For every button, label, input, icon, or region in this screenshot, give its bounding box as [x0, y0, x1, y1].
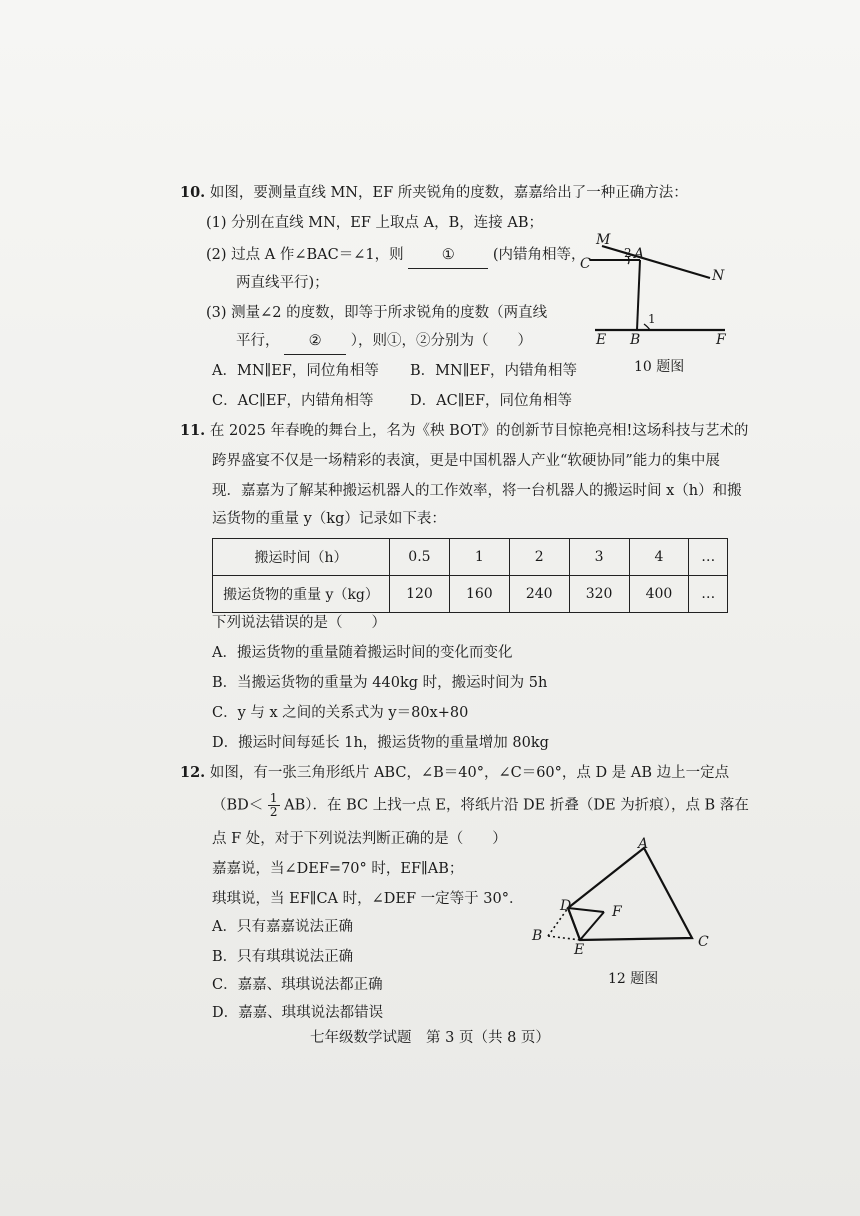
fig12-caption: 12 题图: [608, 971, 659, 987]
fig10-label-c: C: [580, 256, 591, 272]
q10-step2-post: (内错角相等，: [492, 247, 586, 263]
q12-option-a: A．只有嘉嘉说法正确: [212, 919, 353, 935]
q11-line1: [180, 418, 748, 444]
q10-blank1: ①: [408, 242, 488, 269]
q12-option-b: B．只有琪琪说法正确: [212, 949, 354, 965]
q10-step2-cont: 两直线平行)；: [236, 275, 329, 291]
fig10-label-2: 2: [624, 246, 632, 260]
fig10-caption: 10 题图: [634, 359, 685, 375]
table-cell: 160: [449, 576, 509, 613]
fig10-label-m: M: [596, 232, 611, 248]
q12-jiajia: 嘉嘉说，当∠DEF=70° 时，EF∥AB；: [212, 861, 464, 877]
q11-option-b: B．当搬运货物的重量为 440kg 时，搬运时间为 5h: [212, 675, 548, 691]
q12-qiqi: 琪琪说，当 EF∥CA 时，∠DEF 一定等于 30°．: [212, 891, 524, 907]
fig10-label-f: F: [716, 332, 726, 348]
table-cell: 3: [569, 539, 629, 576]
line-ab: [637, 260, 640, 330]
fig10-label-1: 1: [648, 312, 656, 326]
q12-option-c: C．嘉嘉、琪琪说法都正确: [212, 977, 383, 993]
fig10-label-n: N: [712, 268, 725, 284]
q12-line1-text: 如图，有一张三角形纸片 ABC，∠B＝40°，∠C＝60°，点 D 是 AB 边上一定点: [209, 765, 730, 781]
segment-fe: [580, 912, 604, 940]
table-cell: …: [689, 539, 728, 576]
q11-option-d: D．搬运时间每延长 1h，搬运货物的重量增加 80kg: [212, 735, 549, 751]
table-cell: 1: [449, 539, 509, 576]
table-cell: …: [689, 576, 728, 613]
q10-step3-pre: 平行，: [236, 333, 280, 349]
q10-step1: (1) 分别在直线 MN，EF 上取点 A，B，连接 AB；: [206, 215, 544, 231]
q10-number: 10.: [180, 184, 206, 201]
q11-line4: 运货物的重量 y（kg）记录如下表：: [212, 511, 446, 527]
table-row-weight: [213, 576, 728, 613]
fig12-label-a: A: [638, 836, 649, 852]
q10-blank2: ②: [284, 328, 346, 355]
q12-line1: [180, 760, 729, 786]
fig12-label-e: E: [574, 942, 585, 958]
line-mn: [602, 246, 710, 278]
q10-option-d: D．AC∥EF，同位角相等: [410, 393, 573, 409]
fig10-label-b: B: [630, 332, 641, 348]
segment-df: [568, 908, 604, 912]
fig10-label-e: E: [596, 332, 607, 348]
fraction-numerator: 1: [269, 791, 278, 805]
fraction-one-half: [268, 792, 280, 819]
q10-option-b: B．MN∥EF，内错角相等: [410, 363, 578, 379]
dotted-be: [548, 936, 580, 940]
table-cell: 2: [509, 539, 569, 576]
q10-step3: (3) 测量∠2 的度数，即等于所求锐角的度数（两直线: [206, 305, 548, 321]
q10-stem: [180, 180, 688, 206]
table-cell: 搬运时间（h）: [213, 539, 390, 576]
page-footer: 七年级数学试题 第 3 页（共 8 页）: [310, 1030, 550, 1046]
q11-number: 11.: [180, 422, 206, 439]
q12-line3: 点 F 处，对于下列说法判断正确的是（ ）: [212, 831, 507, 847]
q12-number: 12.: [180, 764, 206, 781]
q10-option-c: C．AC∥EF，内错角相等: [212, 393, 374, 409]
q12-line2-pre: （BD＜: [212, 797, 264, 814]
q10-stem-text: 如图，要测量直线 MN，EF 所夹锐角的度数，嘉嘉给出了一种正确方法：: [209, 185, 688, 201]
fig12-label-b: B: [532, 928, 543, 944]
q11-line1-text: 在 2025 年春晚的舞台上，名为《秧 BOT》的创新节目惊艳亮相!这场科技与艺术的: [209, 423, 749, 439]
fraction-denominator: 2: [269, 805, 278, 819]
fig12-label-f: F: [612, 904, 622, 920]
q12-line2-post: AB）．在 BC 上找一点 E，将纸片沿 DE 折叠（DE 为折痕），点 B 落在: [284, 797, 749, 814]
q11-option-c: C．y 与 x 之间的关系式为 y＝80x+80: [212, 705, 469, 721]
q11-ask: 下列说法错误的是（ ）: [212, 615, 386, 631]
table-cell: 240: [509, 576, 569, 613]
q11-line2: 跨界盛宴不仅是一场精彩的表演，更是中国机器人产业“软硬协同”能力的集中展: [212, 453, 720, 469]
q10-step2: [206, 242, 585, 269]
table-cell: 搬运货物的重量 y（kg）: [213, 576, 390, 613]
q12-option-d: D．嘉嘉、琪琪说法都错误: [212, 1005, 384, 1021]
table-cell: 120: [390, 576, 450, 613]
q12-line2: [212, 792, 749, 819]
fig12-label-d: D: [560, 898, 572, 914]
q10-step3-post: ），则①，②分别为（ ）: [350, 333, 532, 349]
fig12-label-c: C: [698, 934, 709, 950]
q10-step2-pre: (2) 过点 A 作∠BAC＝∠1，则: [206, 247, 404, 263]
table-cell: 400: [629, 576, 689, 613]
q11-line3: 现．嘉嘉为了解某种搬运机器人的工作效率，将一台机器人的搬运时间 x（h）和搬: [212, 483, 742, 499]
table-row-time: [213, 539, 728, 576]
table-cell: 4: [629, 539, 689, 576]
table-cell: 0.5: [390, 539, 450, 576]
q10-option-a: A．MN∥EF，同位角相等: [212, 363, 379, 379]
triangle-abc: [568, 848, 692, 940]
table-cell: 320: [569, 576, 629, 613]
fig10-label-a: A: [634, 246, 645, 262]
q10-step3-cont: [236, 328, 532, 355]
q11-data-table: [212, 538, 728, 613]
q11-option-a: A．搬运货物的重量随着搬运时间的变化而变化: [212, 645, 513, 661]
